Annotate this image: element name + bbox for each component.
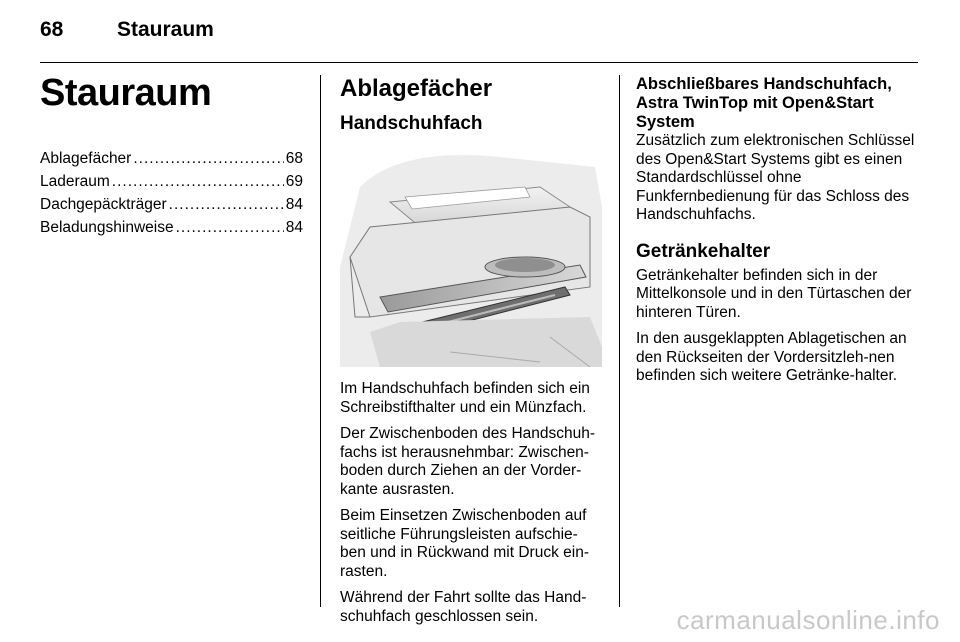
toc-entry[interactable]: [40, 150, 303, 173]
running-header: Stauraum: [117, 18, 214, 41]
column-middle: [340, 75, 602, 634]
toc-leader: [176, 219, 284, 237]
paragraph: Im Handschuhfach befinden sich ein Schreibstifthalter und ein Münzfach.: [340, 380, 590, 416]
paragraph: Getränkehalter befinden sich in der Mittelkonsole und in den Türtaschen der hinteren Türen.: [636, 266, 912, 321]
toc-leader: [133, 150, 283, 168]
subsection-heading: Handschuhfach: [340, 113, 483, 134]
toc-leader: [169, 196, 284, 214]
toc-leader: [112, 173, 284, 191]
paragraph: Beim Einsetzen Zwischenboden auf seitliche Führungsleisten aufschie-ben und in Rückwand mit Druck ein-rasten.: [340, 507, 589, 580]
paragraph: Während der Fahrt sollte das Hand-schuhfach geschlossen sein.: [340, 589, 587, 625]
toc-page: 69: [285, 173, 303, 190]
glovebox-illustration: [340, 147, 602, 367]
paragraph: Zusätzlich zum elektronischen Schlüssel des Open&Start Systems gibt es einen Standardschlüssel ohne Funkfernbedienung für das Schloss des Handschuhfachs.: [636, 132, 915, 223]
column-right: [636, 75, 932, 394]
subsection-heading: Abschließbares Handschuhfach, Astra TwinTop mit Open&Start System: [636, 75, 892, 131]
paragraph: In den ausgeklappten Ablagetischen an den Rückseiten der Vordersitzleh-nen befinden sich weitere Getränke-halter.: [636, 330, 907, 384]
toc-page: 84: [285, 196, 303, 213]
page-number: 68: [40, 18, 64, 41]
toc-label: Beladungshinweise: [40, 219, 174, 236]
column-divider-1: [320, 75, 321, 607]
toc-label: Ablagefächer: [40, 150, 132, 167]
section-heading: Ablagefächer: [340, 75, 493, 102]
table-of-contents: [40, 150, 303, 242]
toc-label: Laderaum: [40, 173, 110, 190]
watermark: carmanualsonline.info: [676, 605, 940, 635]
toc-page: 84: [285, 219, 303, 236]
column-divider-2: [619, 75, 620, 607]
toc-label: Dachgepäckträger: [40, 196, 167, 213]
subsection-heading: Getränkehalter: [636, 240, 771, 262]
toc-page: 68: [285, 150, 303, 167]
toc-entry[interactable]: [40, 219, 303, 242]
header-rule: [40, 62, 918, 63]
chapter-title: Stauraum: [40, 72, 212, 114]
toc-entry[interactable]: [40, 196, 303, 219]
paragraph: Der Zwischenboden des Handschuh-fachs ist herausnehmbar: Zwischen-boden durch Ziehen an der Vorder-kante ausrasten.: [340, 425, 596, 498]
toc-entry[interactable]: [40, 173, 303, 196]
